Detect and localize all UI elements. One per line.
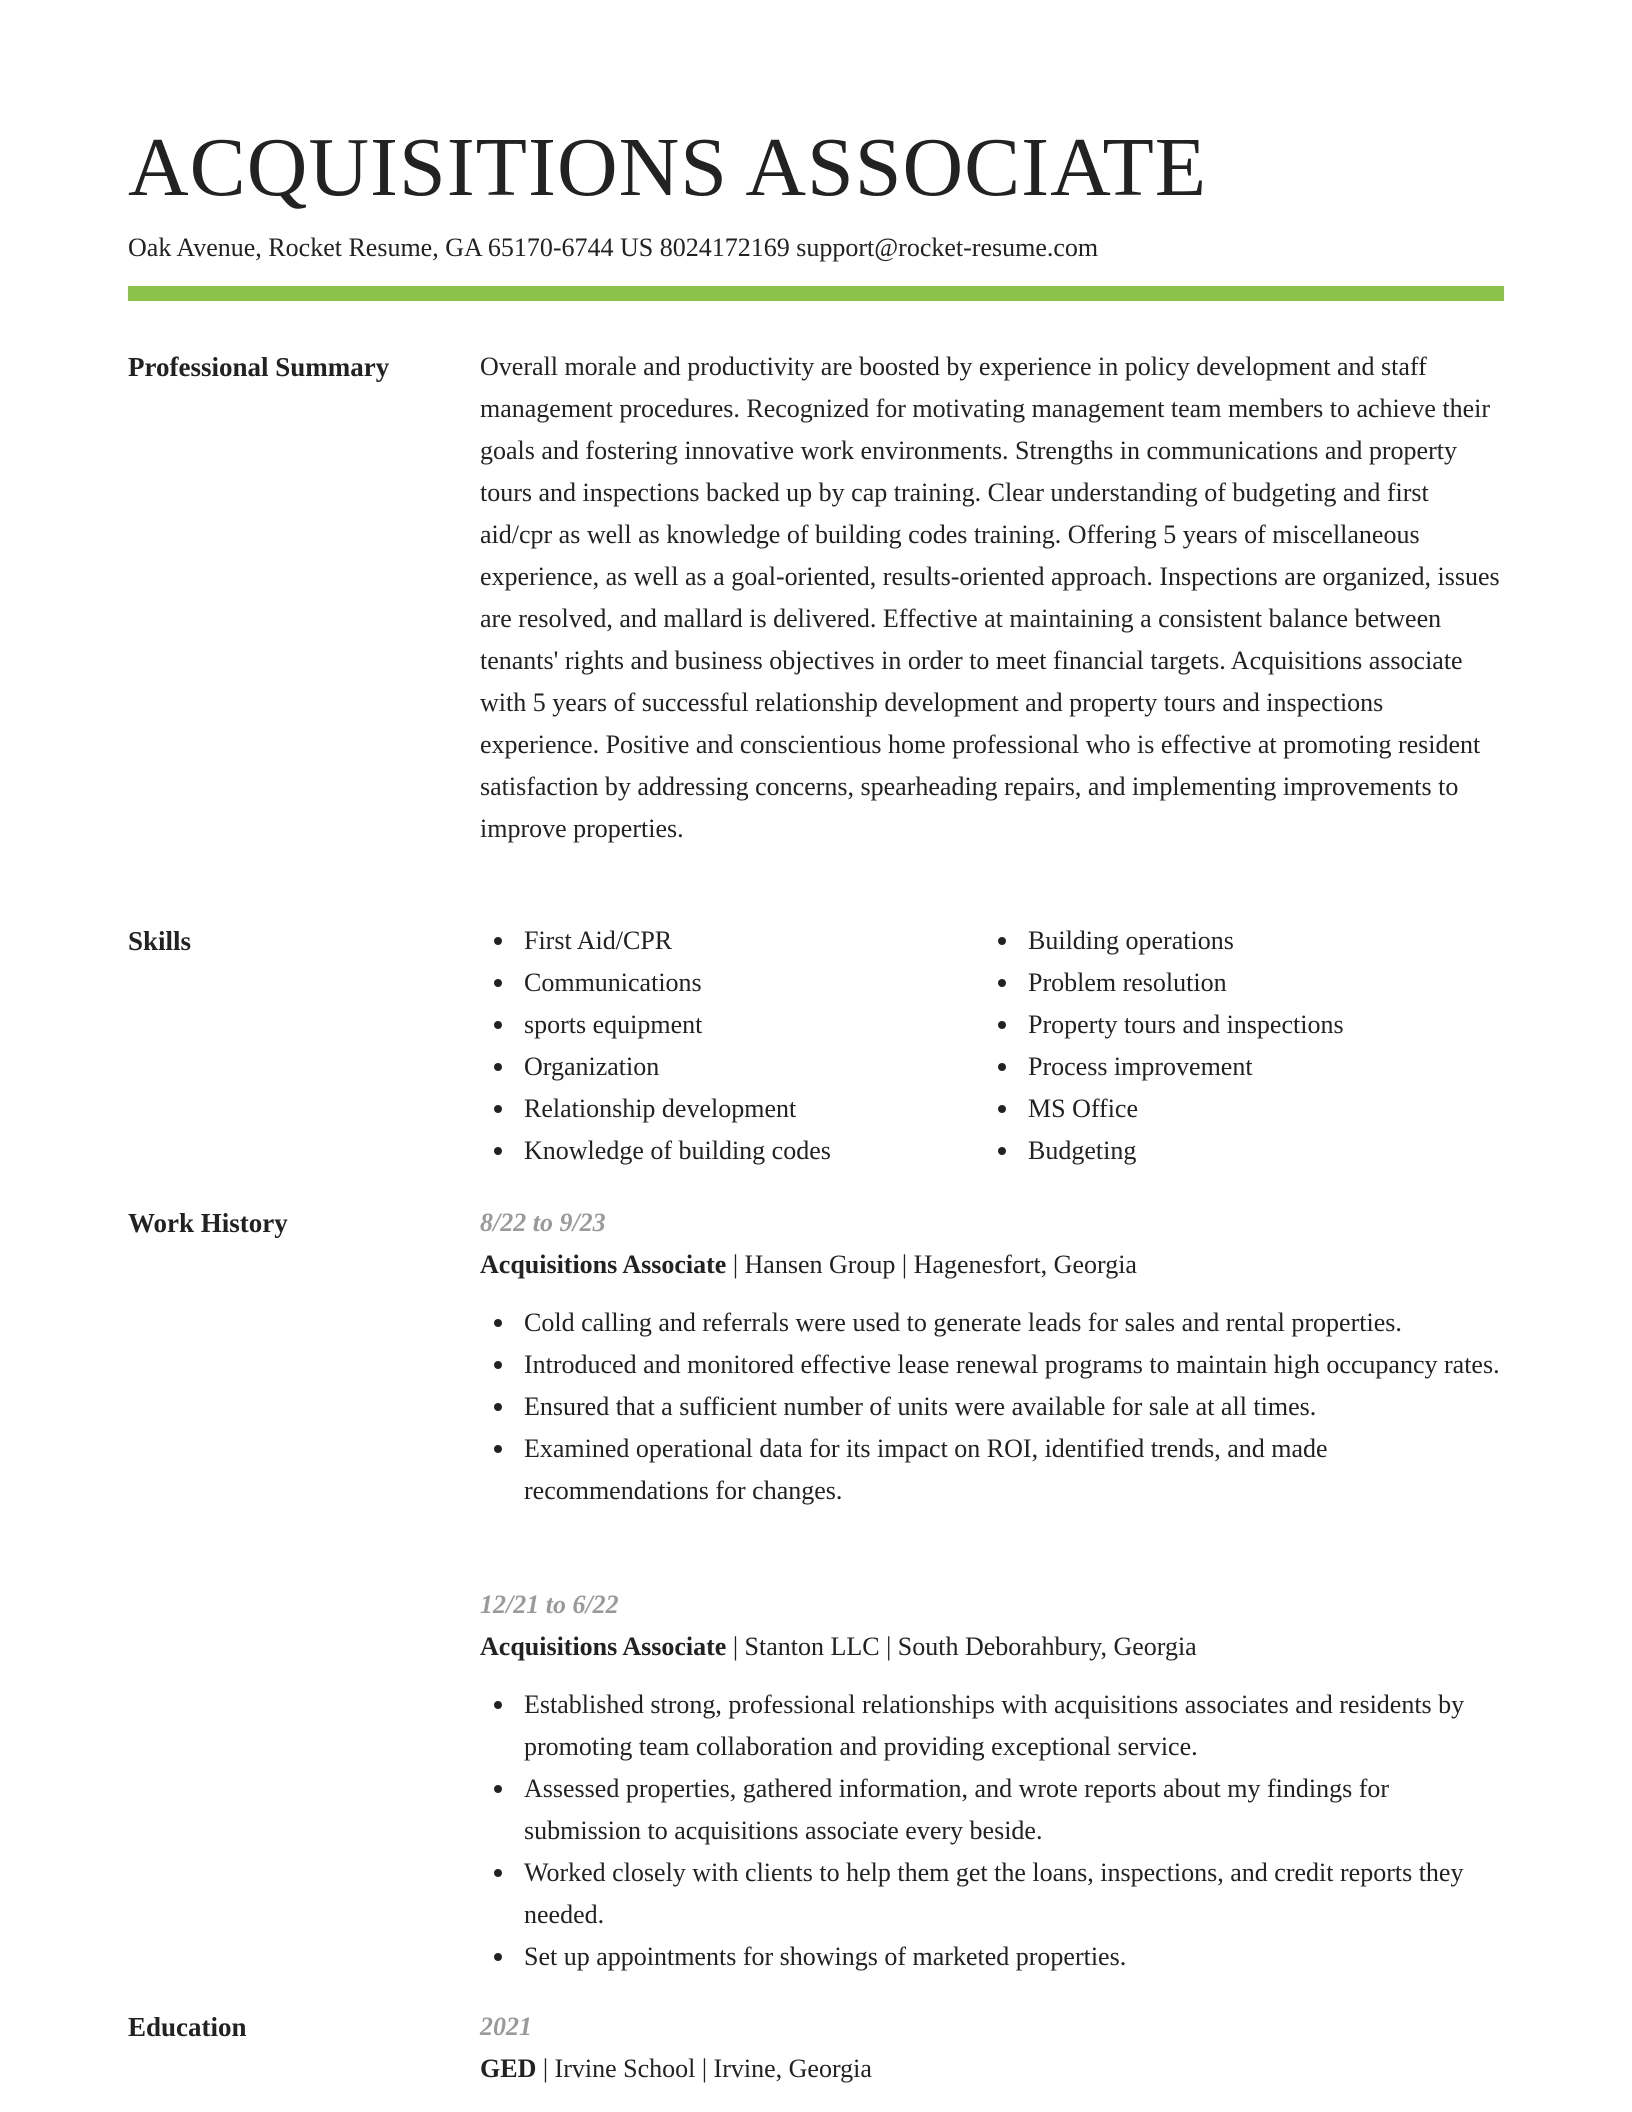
skill-item: sports equipment <box>480 1004 984 1046</box>
accent-divider <box>128 286 1504 301</box>
skills-heading: Skills <box>128 926 192 956</box>
skill-item: Knowledge of building codes <box>480 1130 984 1172</box>
job-heading <box>480 1626 1504 1668</box>
education-heading-line <box>480 2048 1504 2090</box>
education-entry <box>480 2006 1504 2090</box>
duty-item: Ensured that a sufficient number of units were available for sale at all times. <box>480 1386 1504 1428</box>
skill-item: First Aid/CPR <box>480 920 984 962</box>
contact-info: Oak Avenue, Rocket Resume, GA 65170-6744 US 8024172169 support@rocket-resume.com <box>128 233 1099 262</box>
duty-item: Set up appointments for showings of marketed properties. <box>480 1936 1504 1978</box>
duty-item: Introduced and monitored effective lease renewal programs to maintain high occupancy rates. <box>480 1344 1504 1386</box>
job-duties <box>480 1684 1504 1978</box>
job-title: Acquisitions Associate <box>480 1632 727 1661</box>
education-year: 2021 <box>480 2012 532 2041</box>
summary-section <box>480 346 1504 850</box>
job-dates: 8/22 to 9/23 <box>480 1208 606 1237</box>
skills-list-left <box>480 920 984 1172</box>
skill-item: Relationship development <box>480 1088 984 1130</box>
duty-item: Worked closely with clients to help them get the loans, inspections, and credit reports they needed. <box>480 1852 1504 1936</box>
school-location: | Irvine School | Irvine, Georgia <box>536 2054 872 2083</box>
skill-item: Organization <box>480 1046 984 1088</box>
summary-text: Overall morale and productivity are boosted by experience in policy development and staff management procedures. Recognized for motivating management team members to achieve their goals and fostering innovative work environments. Strengths in communications and property tours and inspections backed up by cap training. Clear understanding of budgeting and first aid/cpr as well as knowledge of building codes training. Offering 5 years of miscellaneous experience, as well as a goal-oriented, results-oriented approach. Inspections are organized, issues are resolved, and mallard is delivered. Effective at maintaining a consistent balance between tenants' rights and business objectives in order to meet financial targets. Acquisitions associate with 5 years of successful relationship development and property tours and inspections experience. Positive and conscientious home professional who is effective at promoting resident satisfaction by addressing concerns, spearheading repairs, and implementing improvements to improve properties. <box>480 352 1500 843</box>
skill-item: Problem resolution <box>984 962 1488 1004</box>
skill-item: Communications <box>480 962 984 1004</box>
duty-item: Assessed properties, gathered information, and wrote reports about my findings for submission to acquisitions associate every beside. <box>480 1768 1504 1852</box>
skill-item: Building operations <box>984 920 1488 962</box>
degree: GED <box>480 2054 537 2083</box>
skill-item: Process improvement <box>984 1046 1488 1088</box>
skill-item: Budgeting <box>984 1130 1488 1172</box>
duty-item: Cold calling and referrals were used to generate leads for sales and rental properties. <box>480 1302 1504 1344</box>
skills-list-right <box>984 920 1488 1172</box>
job-heading <box>480 1244 1504 1286</box>
duty-item: Established strong, professional relationships with acquisitions associates and residents by promoting team collaboration and providing exceptional service. <box>480 1684 1504 1768</box>
work-history-heading: Work History <box>128 1208 288 1238</box>
job-entry <box>480 1202 1504 1512</box>
skill-item: MS Office <box>984 1088 1488 1130</box>
resume-title: ACQUISITIONS ASSOCIATE <box>128 121 1208 214</box>
duty-item: Examined operational data for its impact on ROI, identified trends, and made recommendations for changes. <box>480 1428 1504 1512</box>
summary-heading: Professional Summary <box>128 352 390 382</box>
education-heading: Education <box>128 2012 247 2042</box>
job-company-location: | Hansen Group | Hagenesfort, Georgia <box>726 1250 1137 1279</box>
job-title: Acquisitions Associate <box>480 1250 727 1279</box>
skills-section <box>480 920 1504 1172</box>
skill-item: Property tours and inspections <box>984 1004 1488 1046</box>
job-dates: 12/21 to 6/22 <box>480 1590 619 1619</box>
job-entry <box>480 1584 1504 1978</box>
job-company-location: | Stanton LLC | South Deborahbury, Georgia <box>726 1632 1197 1661</box>
job-duties <box>480 1302 1504 1512</box>
